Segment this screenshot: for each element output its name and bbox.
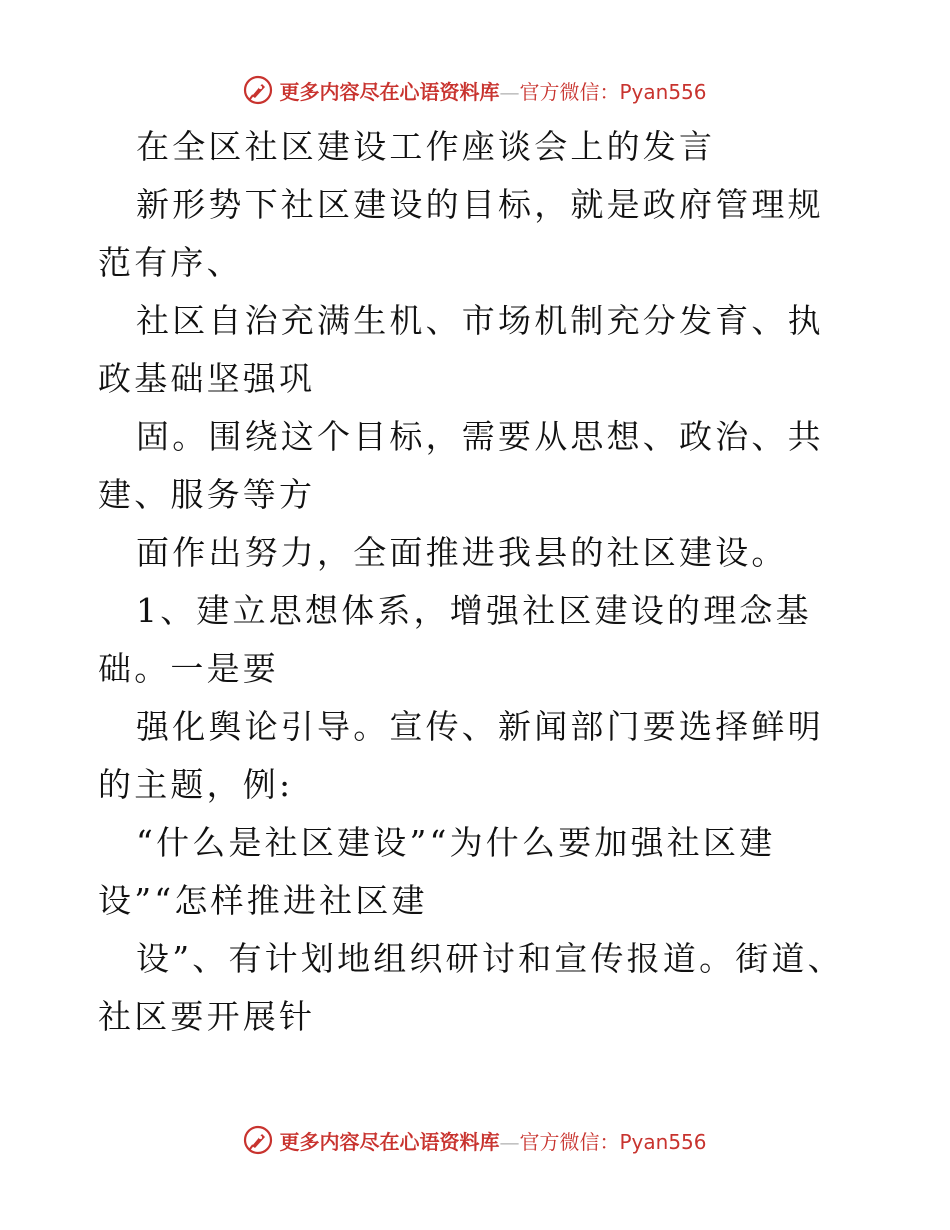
- paragraph: 强化舆论引导。宣传、新闻部门要选择鲜明的主题，例:: [98, 707, 824, 804]
- header-watermark: [0, 72, 950, 108]
- watermark-label: 官方微信：: [519, 1129, 620, 1154]
- watermark-brand: 更多内容尽在心语资料库: [279, 1129, 500, 1154]
- watermark-brand: 更多内容尽在心语资料库: [279, 79, 500, 104]
- paragraph: 固。围绕这个目标，需要从思想、政治、共建、服务等方: [98, 417, 824, 514]
- footer-watermark: [0, 1122, 950, 1158]
- paragraph: 设”、有计划地组织研讨和宣传报道。街道、社区要开展针: [98, 939, 844, 1036]
- pen-nib-logo-icon: [243, 75, 273, 105]
- watermark-id: Pyan556: [619, 79, 707, 104]
- watermark-dash: —: [499, 1129, 520, 1154]
- pen-nib-logo-icon: [243, 1125, 273, 1155]
- watermark-label: 官方微信：: [519, 79, 620, 104]
- document-title: 在全区社区建设工作座谈会上的发言: [136, 127, 716, 166]
- watermark-id: Pyan556: [619, 1129, 707, 1154]
- paragraph: 社区自治充满生机、市场机制充分发育、执政基础坚强巩: [98, 301, 824, 398]
- paragraph: 1、建立思想体系，增强社区建设的理念基础。一是要: [98, 591, 812, 688]
- watermark-dash: —: [499, 79, 520, 104]
- paragraph: “什么是社区建设”“为什么要加强社区建设”“怎样推进社区建: [98, 823, 776, 920]
- paragraph: 新形势下社区建设的目标，就是政府管理规范有序、: [98, 185, 824, 282]
- paragraph: 面作出努力，全面推进我县的社区建设。: [136, 533, 788, 572]
- document-body: [98, 118, 858, 1046]
